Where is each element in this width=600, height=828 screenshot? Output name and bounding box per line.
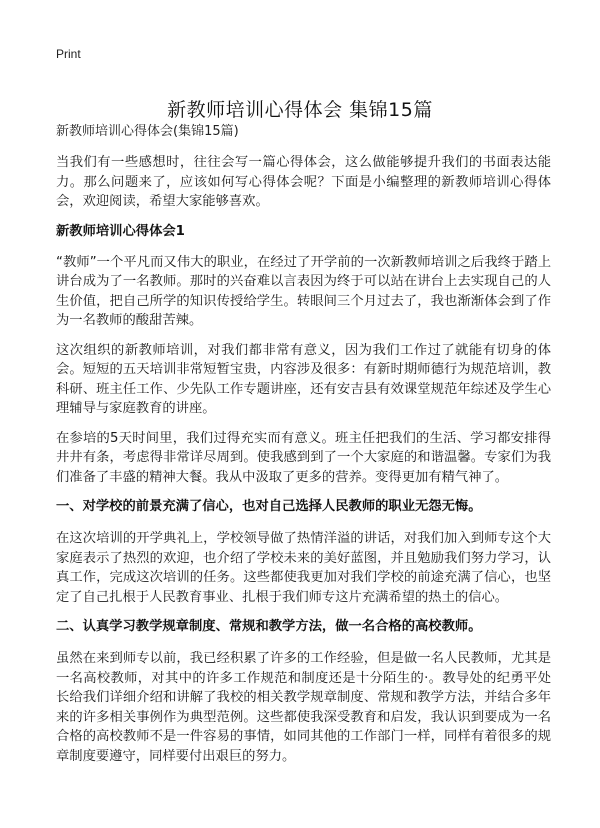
page-title: 新教师培训心得体会 集锦15篇 (167, 98, 433, 121)
section-heading: 新教师培训心得体会1 (56, 223, 185, 239)
body-paragraph-2: 这次组织的新教师培训，对我们都非常有意义，因为我们工作过了就能有切身的体会。短短的五天培训非常短暂宝贵，内容涉及很多：有新时期师德行为规范培训，教科研、班主任工作、少先队工作专题讲座，还有安吉县有效课堂规范年综述及学生心理辅导与家庭教育的讲座。 (56, 342, 551, 416)
body-paragraph-1: “教师”一个平凡而又伟大的职业，在经过了开学前的一次新教师培训之后我终于踏上讲台成为了一名教师。那时的兴奋难以言表因为终于可以站在讲台上去实现自己的人生价值，把自己所学的知识传授给学生。转眼间三个月过去了，我也渐渐体会到了作为一名教师的酸甜苦辣。 (56, 254, 551, 328)
point-1-paragraph: 在这次培训的开学典礼上，学校领导做了热情洋溢的讲话，对我们加入到师专这个大家庭表示了热烈的欢迎，也介绍了学校未来的美好蓝图，并且勉励我们努力学习，认真工作，完成这次培训的任务。这些都使我更加对我们学校的前途充满了信心，也坚定了自己扎根于人民教育事业、扎根于我们师专这片充满希望的热土的信心。 (56, 531, 551, 605)
article-subtitle: 新教师培训心得体会(集锦15篇) (56, 124, 239, 139)
print-link[interactable]: Print (56, 47, 81, 61)
intro-paragraph: 当我们有一些感想时，往往会写一篇心得体会，这么做能够提升我们的书面表达能力。那么问题来了，应该如何写心得体会呢？下面是小编整理的新教师培训心得体会，欢迎阅读，希望大家能够喜欢。 (56, 155, 551, 209)
point-2-paragraph: 虽然在来到师专以前，我已经积累了许多的工作经验，但是做一名人民教师，尤其是一名高校教师，对其中的许多工作规范和制度还是十分陌生的·。教导处的纪勇平处长给我们详细介绍和讲解了我校的相关教学规章制度、常规和教学方法，并结合多年来的许多相关事例作为典型范例。这些都使我深受教育和启发，我认识到要成为一名合格的高校教师不是一件容易的事情，如同其他的工作部门一样，同样有着很多的规章制度要遵守，同样要付出艰巨的努力。 (56, 651, 551, 764)
body-paragraph-3: 在参培的5天时间里，我们过得充实而有意义。班主任把我们的生活、学习都安排得井井有条，考虑得非常详尽周到。使我感到到了一个大家庭的和谐温馨。专家们为我们准备了丰盛的精神大餐。我从中汲取了更多的营养。变得更加有精气神了。 (56, 430, 551, 485)
point-1-heading: 一、对学校的前景充满了信心，也对自己选择人民教师的职业无怨无悔。 (56, 499, 482, 514)
point-2-heading: 二、认真学习教学规章制度、常规和教学方法，做一名合格的高校教师。 (56, 619, 482, 634)
article-body (56, 122, 551, 776)
